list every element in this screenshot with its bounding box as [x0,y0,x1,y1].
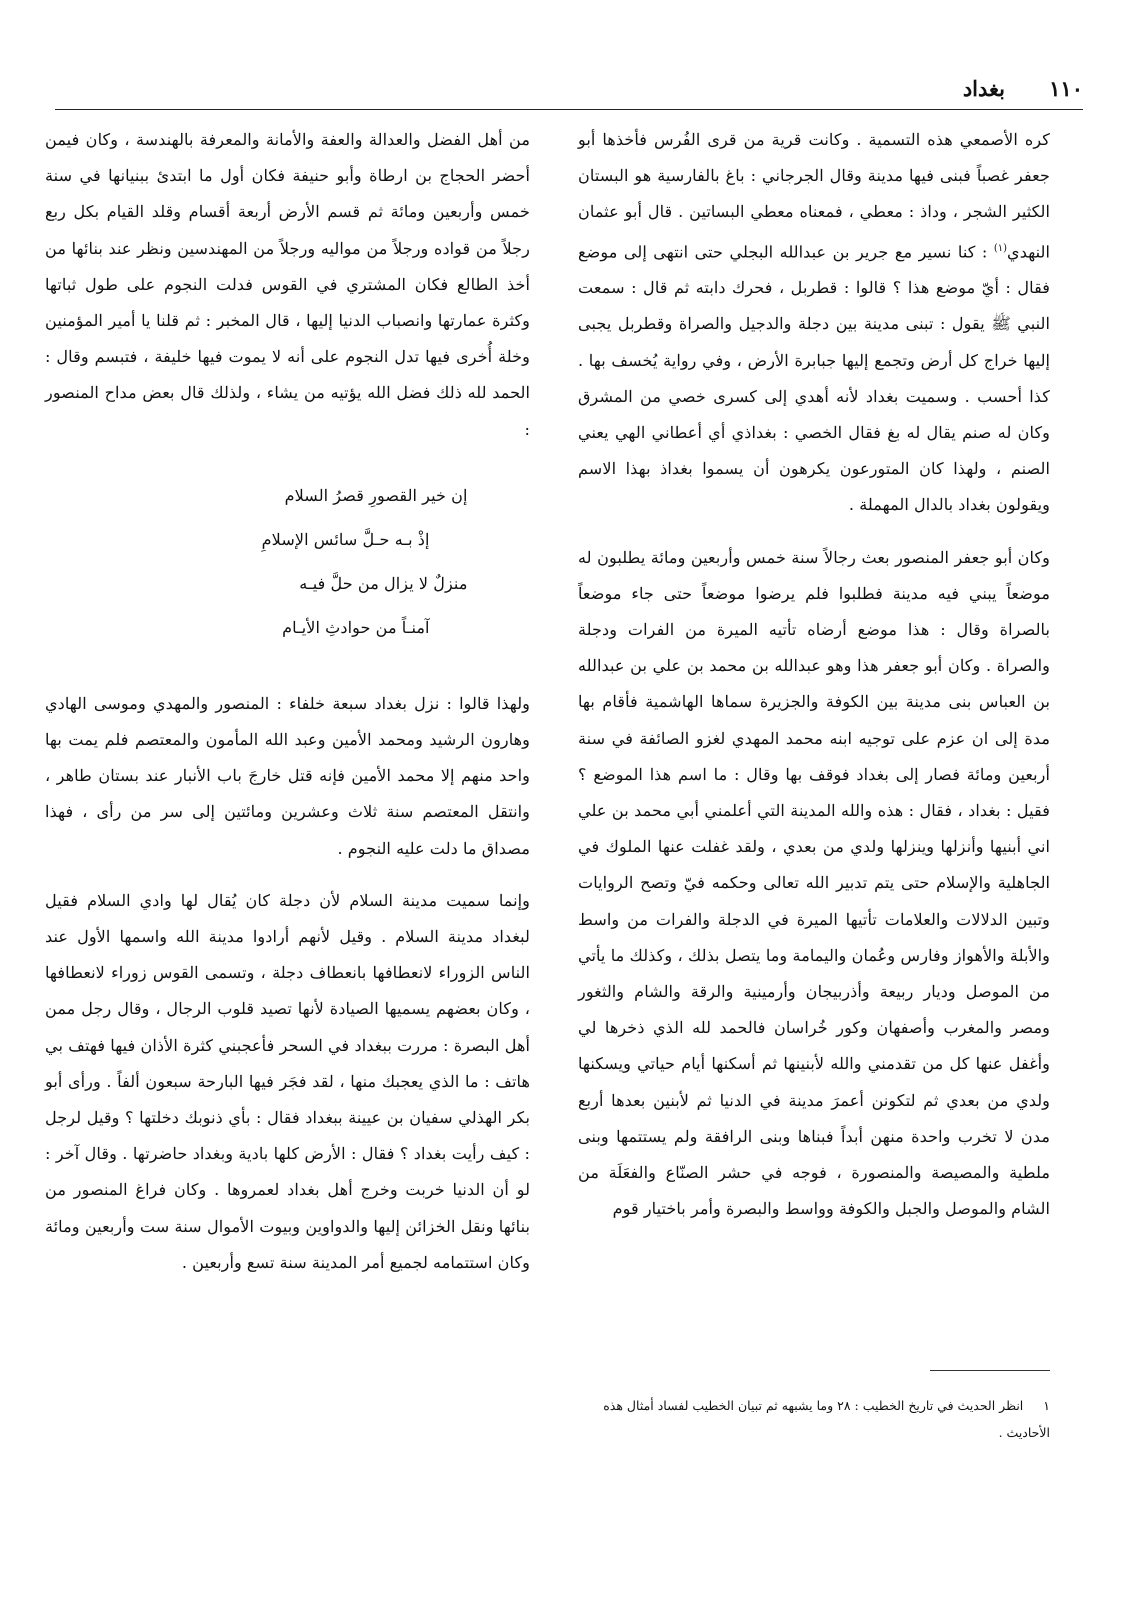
paragraph: ولهذا قالوا : نزل بغداد سبعة خلفاء : المنصور والمهدي وموسى الهادي وهارون الرشيد ومحمد الأمين وعبد الله المأمون والمعتصم فلم يمت بها واحد منهم إلا محمد الأمين فإنه قتل خارجَ باب الأنبار عند بستان طاهر ، وانتقل المعتصم سنة ثلاث وعشرين ومائتين إلى سر من رأى ، فهذا مصداق ما دلت عليه النجوم . [45,693,530,858]
paragraph [578,122,1050,524]
poem-line: إن خير القصورِ قصرُ السلام [284,485,468,505]
paragraph: وكان أبو جعفر المنصور بعث رجالاً سنة خمس وأربعين ومائة يطلبون له موضعاً يبني فيه مدينة فطلبوا فلم يرضوا موضعاً حتى جاء موضعاً بالصراة وقال : هذا موضع أرضاه تأتيه الميرة من الفرات ودجلة والصراة . وكان أبو جعفر هذا وهو عبدالله بن محمد بن علي بن عبدالله بن العباس بنى مدينة بين الكوفة والجزيرة سماها الهاشمية فأقام بها مدة إلى ان عزم على توجيه ابنه محمد المهدي لغزو الصائفة في سنة أربعين ومائة فصار إلى بغداد فوقف بها وقال : ما اسم هذا الموضع ؟ فقيل : بغداد ، فقال : هذه والله المدينة التي أعلمني أبي محمد بن علي اني أبنيها وأنزلها وينزلها ولدي من بعدي ، ولقد غفلت عنها الملوك في الجاهلية والإسلام حتى يتم تدبير الله تعالى وحكمه فيّ وتصح الروايات وتبين الدلالات والعلامات تأتيها الميرة في الدجلة والفرات من واسط والأبلة والأهواز وفارس وعُمان واليمامة وما يتصل بذلك ، وكذلك ما يأتي من الموصل وديار ربيعة وأذربيجان وأرمينية والرقة والشام والثغور ومصر والمغرب وأصفهان وكور خُراسان فالحمد لله الذي ذخرها لي وأغفل عنها كل من تقدمني والله لأبنينها ثم أسكنها أيام حياتي ويسكنها ولدي من بعدي ثم لتكونن أعمرَ مدينة في الدنيا ثم لأبنين بعدها أربع مدن لا تخرب واحدة منهن أبداً فبناها وبنى الرافقة ولم يستتمها وبنى ملطية والمصيصة والمنصورة ، فوجه في حشر الصنّاع والفعَلَة من الشام والموصل والجبل والكوفة وواسط والبصرة وأمر باختيار قوم [578,547,1050,1219]
running-title: بغداد [962,76,1005,101]
paragraph: من أهل الفضل والعدالة والعفة والأمانة والمعرفة بالهندسة ، وكان فيمن أحضر الحجاج بن ارطاة وأبو حنيفة فكان أول ما ابتدئ ببنيانها في سنة خمس وأربعين ومائة ثم قسم الأرض أربعة أقسام وقلد القيام بكل ربع رجلاً من قواده ورجلاً من مواليه ورجلاً من المهندسين ونظر عند بنائها من أخذ الطالع فكان المشتري في القوس فدلت النجوم على طول ثباتها وكثرة عمارتها وانصباب الدنيا إليها ، قال المخبر : ثم قلنا يا أمير المؤمنين وخلة أُخرى فيها تدل النجوم على أنه لا يموت فيها خليفة ، فتبسم وقال : الحمد لله ذلك فضل الله يؤتيه من يشاء ، ولذلك قال بعض مداح المنصور : [45,130,530,439]
footnote [578,1392,1050,1446]
footnote-text: انظر الحديث في تاريخ الخطيب : ٢٨ وما يشبهه ثم تبيان الخطيب لفساد أمثال هذه الأحاديث . [603,1398,1050,1440]
poem-line: إذْ بـه حـلَّ سائس الإسلامِ [261,529,430,549]
poem-line: منزلٌ لا يزال من حلَّ فيـه [299,573,468,593]
footnote-rule [930,1370,1050,1371]
header-rule [55,109,1083,110]
paragraph-text: : كنا نسير مع جرير بن عبدالله البجلي حتى انتهى إلى موضع فقال : أيّ موضع هذا ؟ قالوا : قطربل ، فحرك دابته ثم قال : سمعت النبي ﷺ يقول : تبنى مدينة بين دجلة والدجيل والصراة وقطربل يجبى إليها خراج كل أرض وتجمع إليها جبابرة الأرض ، وفي رواية يُخسف بها . كذا أحسب . وسميت بغداد لأنه أهدي إلى كسرى خصي من المشرق وكان له صنم يقال له بغ فقال الخصي : بغداذي أي أعطاني الهي يعني الصنم ، ولهذا كان المتورعون يكرهون أن يسموا بغداذ بهذا الاسم ويقولون بغداد بالدال المهملة . [578,242,1050,515]
page-number: ١١٠ [1049,76,1083,101]
footnote-reference: (١) [993,242,1008,254]
paragraph: وإنما سميت مدينة السلام لأن دجلة كان يُقال لها وادي السلام فقيل لبغداد مدينة السلام . وقيل لأنهم أرادوا مدينة الله واسمها الأول عند الناس الزوراء لانعطافها بانعطاف دجلة ، وتسمى القوس زوراء لانعطافها ، وكان بعضهم يسميها الصيادة لأنها تصيد قلوب الرجال ، وقال رجل ممن أهل البصرة : مررت ببغداد في السحر فأعجبني كثرة الأذان فيها فهتف بي هاتف : ما الذي يعجبك منها ، لقد فجَر فيها البارحة سبعون ألفاً . ورأى أبو بكر الهذلي سفيان بن عيينة ببغداد فقال : بأي ذنوبك دخلتها ؟ وقيل لرجل : كيف رأيت بغداد ؟ فقال : الأرض كلها بادية وبغداد حاضرتها . وقال آخر : لو أن الدنيا خربت وخرج أهل بغداد لعمروها . وكان فراغ المنصور من بنائها ونقل الخزائن إليها والدواوين وبيوت الأموال سنة ست وأربعين ومائة وكان استتمامه لجميع أمر المدينة سنة تسع وأربعين . [45,890,530,1272]
right-column [578,122,1050,1227]
page-header [55,72,1083,106]
paragraph-text: كره الأصمعي هذه التسمية . وكانت قرية من قرى الفُرس فأخذها أبو جعفر غصباً فبنى فيها مدينة وقال الجرجاني : باغ بالفارسية هو البستان الكثير الشجر ، وداذ : معطي ، فمعناه معطي البساتين . قال أبو عثمان النهدي [578,130,1050,261]
footnote-mark: ١ [1043,1398,1050,1413]
poem [108,474,468,650]
poem-line: آمنـاً من حوادثِ الأيـام [282,617,430,637]
left-column [45,122,530,1281]
